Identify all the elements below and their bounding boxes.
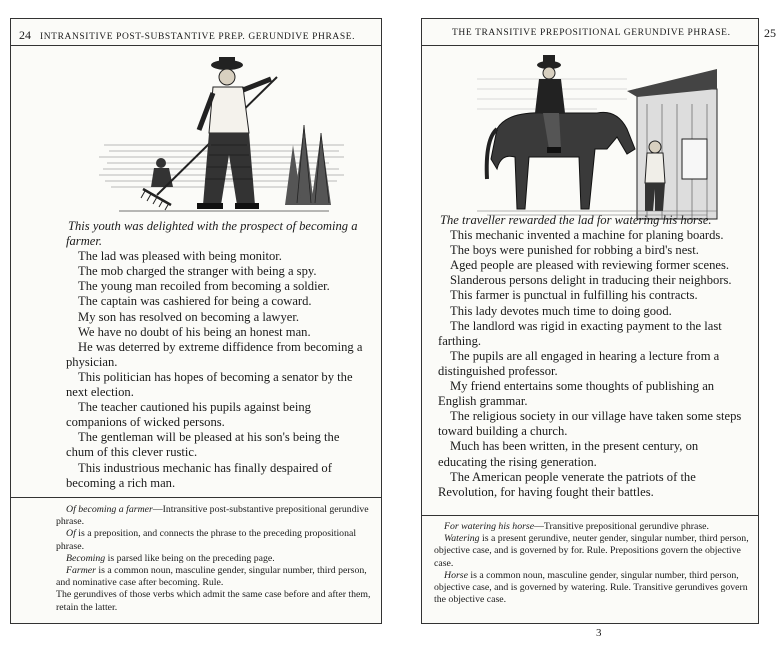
- farmer-raking-illustration: [99, 55, 349, 215]
- traveller-horse-illustration: [477, 49, 717, 219]
- left-note: The gerundives of those verbs which admit the same case before and after them, retain the latter.: [56, 589, 371, 613]
- right-caption: The traveller rewarded the lad for watering his horse.: [440, 213, 712, 227]
- left-sentence: This politician has hopes of becoming a senator by the next election.: [66, 369, 353, 400]
- right-sentence: Slanderous persons delight in traducing their neighbors.: [450, 273, 732, 288]
- right-running-header: [452, 26, 776, 40]
- right-note: Horse is a common noun, masculine gender, singular number, third person, objective case, and is governed by watering. Rule. Transitive gerundives govern the objective case.: [434, 569, 748, 606]
- left-page: [10, 18, 382, 624]
- left-note: Of becoming a farmer—Intransitive post-substantive prepositional gerundive phrase.: [56, 504, 369, 528]
- right-sentence: The landlord was rigid in exacting payment to the last farthing.: [438, 318, 722, 348]
- left-notes: [56, 504, 374, 614]
- left-sentence: My son has resolved on becoming a lawyer.: [78, 309, 300, 324]
- right-note: For watering his horse—Transitive prepositional gerundive phrase.: [444, 521, 709, 532]
- left-sentence: He was deterred by extreme diffidence from becoming a physician.: [66, 339, 363, 369]
- right-running-head-text: THE TRANSITIVE PREPOSITIONAL GERUNDIVE PHRASE.: [452, 28, 731, 38]
- right-sentence: This mechanic invented a machine for planing boards.: [450, 228, 724, 243]
- right-page: [421, 18, 776, 624]
- right-sentence: The American people venerate the patriots of the Revolution, for having fought their battles.: [438, 469, 696, 499]
- right-sentence: Much has been written, in the present century, on educating the rising generation.: [438, 439, 699, 469]
- right-sentence: The boys were punished for robbing a bird's nest.: [450, 243, 699, 258]
- left-sentence: The lad was pleased with being monitor.: [78, 249, 282, 264]
- right-header-rule: [422, 45, 758, 46]
- left-note: Becoming is parsed like being on the preceding page.: [66, 552, 275, 564]
- right-sentence: My friend entertains some thoughts of publishing an English grammar.: [438, 379, 715, 409]
- left-sentence: The captain was cashiered for being a coward.: [78, 294, 312, 309]
- right-notes-rule: [422, 515, 758, 516]
- left-page-number: 24: [19, 28, 31, 42]
- left-sentence: The teacher cautioned his pupils against being companions of wicked persons.: [66, 400, 311, 430]
- left-sentence: The young man recoiled from becoming a soldier.: [78, 279, 330, 294]
- left-note: Of is a preposition, and connects the phrase to the preceding propositional phrase.: [56, 528, 357, 552]
- left-sentence: The gentleman will be pleased at his son's being the chum of this clever rustic.: [66, 430, 340, 460]
- footer-page-number: 3: [596, 627, 602, 639]
- right-sentences: [438, 213, 750, 500]
- right-sentence: The religious society in our village have taken some steps toward building a church.: [438, 409, 742, 439]
- left-header-rule: [11, 45, 381, 46]
- right-notes: [434, 521, 752, 606]
- right-sentence: This farmer is punctual in fulfilling his contracts.: [450, 288, 698, 303]
- right-sentence: Aged people are pleased with reviewing former scenes.: [450, 258, 730, 273]
- right-note: Watering is a present gerundive, neuter gender, singular number, third person, objective case, and is governed by for. Rule. Prepositions govern the objective case.: [434, 533, 749, 569]
- left-sentence: This industrious mechanic has finally despaired of becoming a rich man.: [66, 460, 332, 490]
- left-sentence: We have no doubt of his being an honest man.: [78, 324, 311, 339]
- left-running-head-text: INTRANSITIVE POST-SUBSTANTIVE PREP. GERUNDIVE PHRASE.: [39, 32, 356, 42]
- left-note: Farmer is a common noun, masculine gender, singular number, third person, and nominative case after becoming. Rule.: [56, 565, 367, 589]
- left-sentence: The mob charged the stranger with being a spy.: [78, 264, 317, 279]
- left-running-header: [19, 28, 373, 43]
- right-page-number: 25: [764, 26, 776, 40]
- left-notes-rule: [11, 497, 381, 498]
- left-sentences: [66, 219, 366, 491]
- right-sentence: This lady devotes much time to doing good.: [450, 303, 672, 318]
- left-caption: This youth was delighted with the prospect of becoming a farmer.: [66, 219, 358, 249]
- right-sentence: The pupils are all engaged in hearing a lecture from a distinguished professor.: [438, 348, 720, 378]
